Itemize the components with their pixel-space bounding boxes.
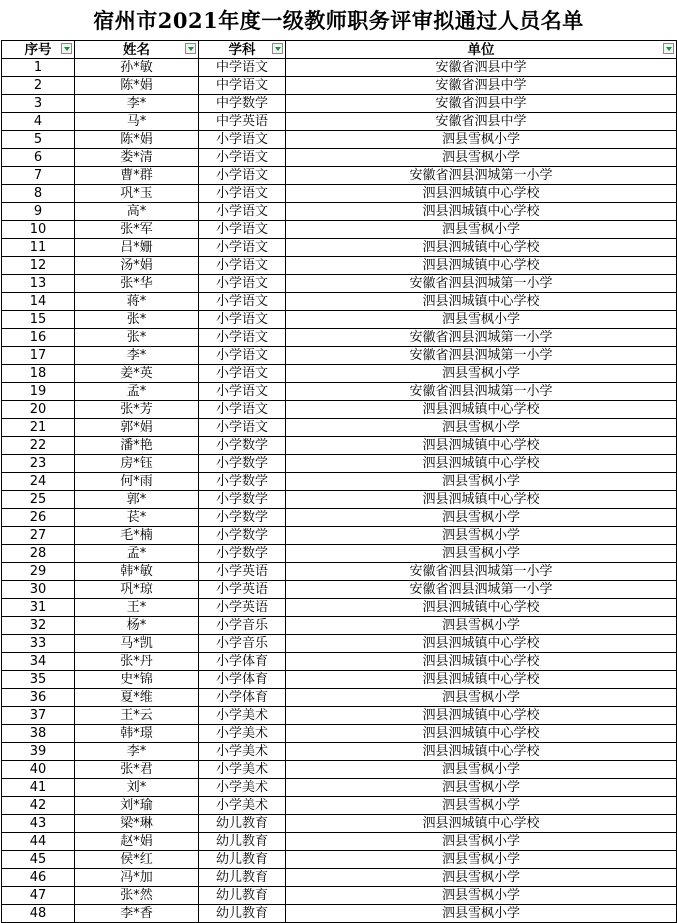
cell-index[interactable]: 9 — [2, 203, 75, 221]
cell-name[interactable]: 刘* — [75, 779, 199, 797]
table-row — [2, 221, 677, 239]
table-row — [2, 347, 677, 365]
header-name-label: 姓名 — [123, 41, 150, 58]
table-row — [2, 653, 677, 671]
cell-subject[interactable]: 小学体育 — [199, 689, 286, 707]
cell-name[interactable]: 巩*玉 — [75, 185, 199, 203]
cell-name[interactable]: 汤*娟 — [75, 257, 199, 275]
table-row — [2, 311, 677, 329]
table-row — [2, 599, 677, 617]
cell-index[interactable]: 12 — [2, 257, 75, 275]
cell-index[interactable]: 13 — [2, 275, 75, 293]
cell-index[interactable]: 27 — [2, 527, 75, 545]
table-row — [2, 527, 677, 545]
cell-unit[interactable]: 泗县雪枫小学 — [286, 149, 677, 167]
cell-unit[interactable]: 泗县泗城镇中心学校 — [286, 185, 677, 203]
cell-unit[interactable]: 泗县雪枫小学 — [286, 833, 677, 851]
cell-unit[interactable]: 泗县泗城镇中心学校 — [286, 815, 677, 833]
cell-subject[interactable]: 小学数学 — [199, 545, 286, 563]
cell-unit[interactable]: 泗县泗城镇中心学校 — [286, 653, 677, 671]
header-index-label: 序号 — [24, 41, 52, 58]
cell-subject[interactable]: 小学美术 — [199, 725, 286, 743]
cell-unit[interactable]: 安徽省泗县泗城第一小学 — [286, 563, 677, 581]
cell-index[interactable]: 30 — [2, 581, 75, 599]
table-row — [2, 743, 677, 761]
cell-name[interactable]: 张* — [75, 329, 199, 347]
table-row — [2, 239, 677, 257]
cell-unit[interactable]: 泗县雪枫小学 — [286, 689, 677, 707]
cell-index[interactable]: 33 — [2, 635, 75, 653]
cell-index[interactable]: 6 — [2, 149, 75, 167]
table-row — [2, 167, 677, 185]
cell-unit[interactable]: 泗县雪枫小学 — [286, 221, 677, 239]
cell-name[interactable]: 陈*娟 — [75, 77, 199, 95]
cell-name[interactable]: 张*华 — [75, 275, 199, 293]
cell-subject[interactable]: 小学体育 — [199, 671, 286, 689]
cell-name[interactable]: 娄*清 — [75, 149, 199, 167]
cell-name[interactable]: 张*丹 — [75, 653, 199, 671]
header-name — [75, 41, 199, 59]
cell-subject[interactable]: 小学语文 — [199, 257, 286, 275]
cell-name[interactable]: 韩*璟 — [75, 725, 199, 743]
cell-name[interactable]: 蒋* — [75, 293, 199, 311]
cell-index[interactable]: 40 — [2, 761, 75, 779]
filter-dropdown-icon[interactable] — [663, 43, 674, 54]
cell-name[interactable]: 张* — [75, 311, 199, 329]
cell-name[interactable]: 张*然 — [75, 887, 199, 905]
cell-subject[interactable]: 小学语文 — [199, 419, 286, 437]
table-row — [2, 869, 677, 887]
cell-subject[interactable]: 小学语文 — [199, 275, 286, 293]
cell-name[interactable]: 李* — [75, 743, 199, 761]
cell-unit[interactable]: 泗县泗城镇中心学校 — [286, 239, 677, 257]
cell-name[interactable]: 曹*群 — [75, 167, 199, 185]
header-row — [2, 41, 677, 59]
cell-name[interactable]: 姜*英 — [75, 365, 199, 383]
cell-name[interactable]: 张*芳 — [75, 401, 199, 419]
table-row — [2, 491, 677, 509]
cell-name[interactable]: 王*云 — [75, 707, 199, 725]
table-row — [2, 473, 677, 491]
cell-name[interactable]: 潘*艳 — [75, 437, 199, 455]
table-row — [2, 113, 677, 131]
cell-name[interactable]: 冯*加 — [75, 869, 199, 887]
table-row — [2, 707, 677, 725]
cell-index[interactable]: 41 — [2, 779, 75, 797]
cell-index[interactable]: 32 — [2, 617, 75, 635]
cell-unit[interactable]: 泗县雪枫小学 — [286, 527, 677, 545]
cell-index[interactable]: 26 — [2, 509, 75, 527]
cell-name[interactable]: 吕*姗 — [75, 239, 199, 257]
cell-index[interactable]: 29 — [2, 563, 75, 581]
table-row — [2, 671, 677, 689]
cell-name[interactable]: 马*凯 — [75, 635, 199, 653]
cell-unit[interactable]: 泗县泗城镇中心学校 — [286, 725, 677, 743]
cell-index[interactable]: 17 — [2, 347, 75, 365]
cell-name[interactable]: 夏*维 — [75, 689, 199, 707]
cell-index[interactable]: 7 — [2, 167, 75, 185]
cell-subject[interactable]: 小学音乐 — [199, 617, 286, 635]
table-row — [2, 401, 677, 419]
cell-subject[interactable]: 小学美术 — [199, 779, 286, 797]
cell-unit[interactable]: 安徽省泗县泗城第一小学 — [286, 383, 677, 401]
cell-name[interactable]: 巩*琼 — [75, 581, 199, 599]
cell-subject[interactable]: 小学语文 — [199, 311, 286, 329]
cell-index[interactable]: 24 — [2, 473, 75, 491]
cell-subject[interactable]: 小学英语 — [199, 599, 286, 617]
cell-index[interactable]: 2 — [2, 77, 75, 95]
header-unit — [286, 41, 677, 59]
cell-index[interactable]: 39 — [2, 743, 75, 761]
header-subject — [199, 41, 286, 59]
cell-subject[interactable]: 幼儿教育 — [199, 905, 286, 923]
cell-unit[interactable]: 安徽省泗县中学 — [286, 77, 677, 95]
cell-name[interactable]: 郭* — [75, 491, 199, 509]
cell-unit[interactable]: 泗县泗城镇中心学校 — [286, 707, 677, 725]
cell-subject[interactable]: 小学美术 — [199, 743, 286, 761]
cell-subject[interactable]: 小学语文 — [199, 203, 286, 221]
table-row — [2, 131, 677, 149]
cell-unit[interactable]: 泗县泗城镇中心学校 — [286, 401, 677, 419]
cell-index[interactable]: 46 — [2, 869, 75, 887]
cell-unit[interactable]: 安徽省泗县泗城第一小学 — [286, 167, 677, 185]
table-row — [2, 365, 677, 383]
cell-subject[interactable]: 小学音乐 — [199, 635, 286, 653]
cell-name[interactable]: 房*钰 — [75, 455, 199, 473]
cell-unit[interactable]: 安徽省泗县泗城第一小学 — [286, 581, 677, 599]
cell-name[interactable]: 何*雨 — [75, 473, 199, 491]
table-row — [2, 149, 677, 167]
cell-unit[interactable]: 泗县泗城镇中心学校 — [286, 671, 677, 689]
cell-index[interactable]: 25 — [2, 491, 75, 509]
cell-index[interactable]: 42 — [2, 797, 75, 815]
cell-subject[interactable]: 小学语文 — [199, 347, 286, 365]
cell-index[interactable]: 47 — [2, 887, 75, 905]
cell-index[interactable]: 3 — [2, 95, 75, 113]
cell-subject[interactable]: 小学体育 — [199, 653, 286, 671]
cell-unit[interactable]: 安徽省泗县中学 — [286, 113, 677, 131]
cell-unit[interactable]: 安徽省泗县泗城第一小学 — [286, 329, 677, 347]
table-row — [2, 725, 677, 743]
table-row — [2, 563, 677, 581]
cell-unit[interactable]: 泗县泗城镇中心学校 — [286, 491, 677, 509]
cell-subject[interactable]: 小学数学 — [199, 491, 286, 509]
filter-dropdown-icon[interactable] — [272, 43, 283, 54]
cell-name[interactable]: 李* — [75, 95, 199, 113]
table-row — [2, 887, 677, 905]
cell-name[interactable]: 孙*敏 — [75, 59, 199, 77]
cell-index[interactable]: 14 — [2, 293, 75, 311]
cell-name[interactable]: 张*君 — [75, 761, 199, 779]
cell-subject[interactable]: 幼儿教育 — [199, 851, 286, 869]
cell-subject[interactable]: 小学语文 — [199, 149, 286, 167]
cell-unit[interactable]: 泗县雪枫小学 — [286, 311, 677, 329]
cell-subject[interactable]: 中学语文 — [199, 77, 286, 95]
cell-subject[interactable]: 小学语文 — [199, 293, 286, 311]
cell-name[interactable]: 李* — [75, 347, 199, 365]
cell-subject[interactable]: 幼儿教育 — [199, 887, 286, 905]
cell-subject[interactable]: 小学美术 — [199, 707, 286, 725]
cell-index[interactable]: 4 — [2, 113, 75, 131]
cell-name[interactable]: 杨* — [75, 617, 199, 635]
cell-subject[interactable]: 小学数学 — [199, 437, 286, 455]
cell-index[interactable]: 34 — [2, 653, 75, 671]
cell-unit[interactable]: 泗县泗城镇中心学校 — [286, 635, 677, 653]
table-row — [2, 509, 677, 527]
cell-subject[interactable]: 小学语文 — [199, 401, 286, 419]
cell-subject[interactable]: 小学语文 — [199, 329, 286, 347]
table-row — [2, 815, 677, 833]
cell-unit[interactable]: 泗县雪枫小学 — [286, 419, 677, 437]
cell-name[interactable]: 马* — [75, 113, 199, 131]
cell-unit[interactable]: 泗县雪枫小学 — [286, 905, 677, 923]
cell-unit[interactable]: 泗县雪枫小学 — [286, 761, 677, 779]
cell-name[interactable]: 史*锦 — [75, 671, 199, 689]
header-index — [2, 41, 75, 59]
cell-subject[interactable]: 小学数学 — [199, 473, 286, 491]
cell-unit[interactable]: 泗县泗城镇中心学校 — [286, 455, 677, 473]
cell-index[interactable]: 22 — [2, 437, 75, 455]
cell-unit[interactable]: 泗县雪枫小学 — [286, 779, 677, 797]
cell-name[interactable]: 毛*楠 — [75, 527, 199, 545]
cell-name[interactable]: 陈*娟 — [75, 131, 199, 149]
table-row — [2, 95, 677, 113]
cell-subject[interactable]: 小学英语 — [199, 581, 286, 599]
table-row — [2, 779, 677, 797]
cell-subject[interactable]: 小学语文 — [199, 383, 286, 401]
cell-subject[interactable]: 小学数学 — [199, 455, 286, 473]
table-row — [2, 905, 677, 923]
cell-unit[interactable]: 泗县雪枫小学 — [286, 545, 677, 563]
cell-index[interactable]: 19 — [2, 383, 75, 401]
table-row — [2, 437, 677, 455]
cell-subject[interactable]: 幼儿教育 — [199, 815, 286, 833]
cell-index[interactable]: 16 — [2, 329, 75, 347]
sheet-title: 宿州市2021年度一级教师职务评审拟通过人员名单 — [93, 8, 584, 33]
cell-name[interactable]: 张*军 — [75, 221, 199, 239]
cell-name[interactable]: 梁*琳 — [75, 815, 199, 833]
table-row — [2, 797, 677, 815]
cell-name[interactable]: 刘*瑜 — [75, 797, 199, 815]
cell-unit[interactable]: 泗县雪枫小学 — [286, 509, 677, 527]
cell-unit[interactable]: 泗县雪枫小学 — [286, 869, 677, 887]
table-row — [2, 329, 677, 347]
table-row — [2, 419, 677, 437]
header-unit-label: 单位 — [467, 41, 495, 58]
cell-index[interactable]: 21 — [2, 419, 75, 437]
cell-subject[interactable]: 小学美术 — [199, 761, 286, 779]
cell-name[interactable]: 李*香 — [75, 905, 199, 923]
cell-name[interactable]: 孟* — [75, 383, 199, 401]
cell-name[interactable]: 韩*敏 — [75, 563, 199, 581]
cell-unit[interactable]: 泗县雪枫小学 — [286, 617, 677, 635]
cell-index[interactable]: 45 — [2, 851, 75, 869]
cell-unit[interactable]: 安徽省泗县泗城第一小学 — [286, 275, 677, 293]
cell-index[interactable]: 36 — [2, 689, 75, 707]
table-row — [2, 203, 677, 221]
cell-unit[interactable]: 泗县泗城镇中心学校 — [286, 293, 677, 311]
header-subject-label: 学科 — [228, 41, 256, 58]
cell-name[interactable]: 王* — [75, 599, 199, 617]
cell-subject[interactable]: 中学数学 — [199, 95, 286, 113]
filter-dropdown-icon[interactable] — [185, 43, 196, 54]
cell-index[interactable]: 37 — [2, 707, 75, 725]
cell-index[interactable]: 10 — [2, 221, 75, 239]
cell-index[interactable]: 44 — [2, 833, 75, 851]
cell-subject[interactable]: 小学语文 — [199, 239, 286, 257]
cell-name[interactable]: 赵*娟 — [75, 833, 199, 851]
cell-subject[interactable]: 幼儿教育 — [199, 833, 286, 851]
table-row — [2, 293, 677, 311]
filter-dropdown-icon[interactable] — [61, 43, 72, 54]
teacher-list-table — [1, 40, 677, 923]
table-row — [2, 833, 677, 851]
cell-unit[interactable]: 泗县泗城镇中心学校 — [286, 743, 677, 761]
cell-unit[interactable]: 泗县雪枫小学 — [286, 365, 677, 383]
cell-index[interactable]: 11 — [2, 239, 75, 257]
cell-index[interactable]: 35 — [2, 671, 75, 689]
cell-index[interactable]: 20 — [2, 401, 75, 419]
cell-subject[interactable]: 小学语文 — [199, 365, 286, 383]
cell-index[interactable]: 8 — [2, 185, 75, 203]
table-row — [2, 617, 677, 635]
cell-index[interactable]: 1 — [2, 59, 75, 77]
cell-unit[interactable]: 泗县雪枫小学 — [286, 887, 677, 905]
table-row — [2, 545, 677, 563]
table-row — [2, 383, 677, 401]
cell-unit[interactable]: 泗县泗城镇中心学校 — [286, 437, 677, 455]
cell-subject[interactable]: 中学语文 — [199, 59, 286, 77]
cell-subject[interactable]: 小学语文 — [199, 167, 286, 185]
cell-unit[interactable]: 安徽省泗县泗城第一小学 — [286, 347, 677, 365]
cell-unit[interactable]: 安徽省泗县中学 — [286, 59, 677, 77]
cell-subject[interactable]: 小学语文 — [199, 185, 286, 203]
cell-index[interactable]: 5 — [2, 131, 75, 149]
cell-subject[interactable]: 中学英语 — [199, 113, 286, 131]
cell-subject[interactable]: 幼儿教育 — [199, 869, 286, 887]
cell-subject[interactable]: 小学数学 — [199, 509, 286, 527]
table-row — [2, 851, 677, 869]
table-body — [2, 59, 677, 923]
cell-unit[interactable]: 泗县雪枫小学 — [286, 473, 677, 491]
table-row — [2, 635, 677, 653]
cell-index[interactable]: 28 — [2, 545, 75, 563]
table-row — [2, 581, 677, 599]
cell-unit[interactable]: 泗县泗城镇中心学校 — [286, 257, 677, 275]
cell-index[interactable]: 38 — [2, 725, 75, 743]
cell-unit[interactable]: 泗县雪枫小学 — [286, 851, 677, 869]
cell-index[interactable]: 18 — [2, 365, 75, 383]
table-row — [2, 689, 677, 707]
cell-index[interactable]: 15 — [2, 311, 75, 329]
cell-index[interactable]: 48 — [2, 905, 75, 923]
cell-unit[interactable]: 泗县雪枫小学 — [286, 131, 677, 149]
table-row — [2, 761, 677, 779]
table-row — [2, 275, 677, 293]
table-row — [2, 185, 677, 203]
cell-subject[interactable]: 小学数学 — [199, 527, 286, 545]
cell-subject[interactable]: 小学语文 — [199, 221, 286, 239]
cell-name[interactable]: 侯*红 — [75, 851, 199, 869]
cell-subject[interactable]: 小学美术 — [199, 797, 286, 815]
table-row — [2, 77, 677, 95]
cell-index[interactable]: 23 — [2, 455, 75, 473]
cell-name[interactable]: 苌* — [75, 509, 199, 527]
cell-unit[interactable]: 安徽省泗县中学 — [286, 95, 677, 113]
table-row — [2, 59, 677, 77]
table-row — [2, 257, 677, 275]
cell-name[interactable]: 高* — [75, 203, 199, 221]
table-row — [2, 455, 677, 473]
cell-index[interactable]: 31 — [2, 599, 75, 617]
cell-unit[interactable]: 泗县泗城镇中心学校 — [286, 599, 677, 617]
cell-subject[interactable]: 小学英语 — [199, 563, 286, 581]
cell-name[interactable]: 郭*娟 — [75, 419, 199, 437]
cell-subject[interactable]: 小学语文 — [199, 131, 286, 149]
cell-name[interactable]: 孟* — [75, 545, 199, 563]
cell-unit[interactable]: 泗县雪枫小学 — [286, 797, 677, 815]
cell-index[interactable]: 43 — [2, 815, 75, 833]
cell-unit[interactable]: 泗县泗城镇中心学校 — [286, 203, 677, 221]
